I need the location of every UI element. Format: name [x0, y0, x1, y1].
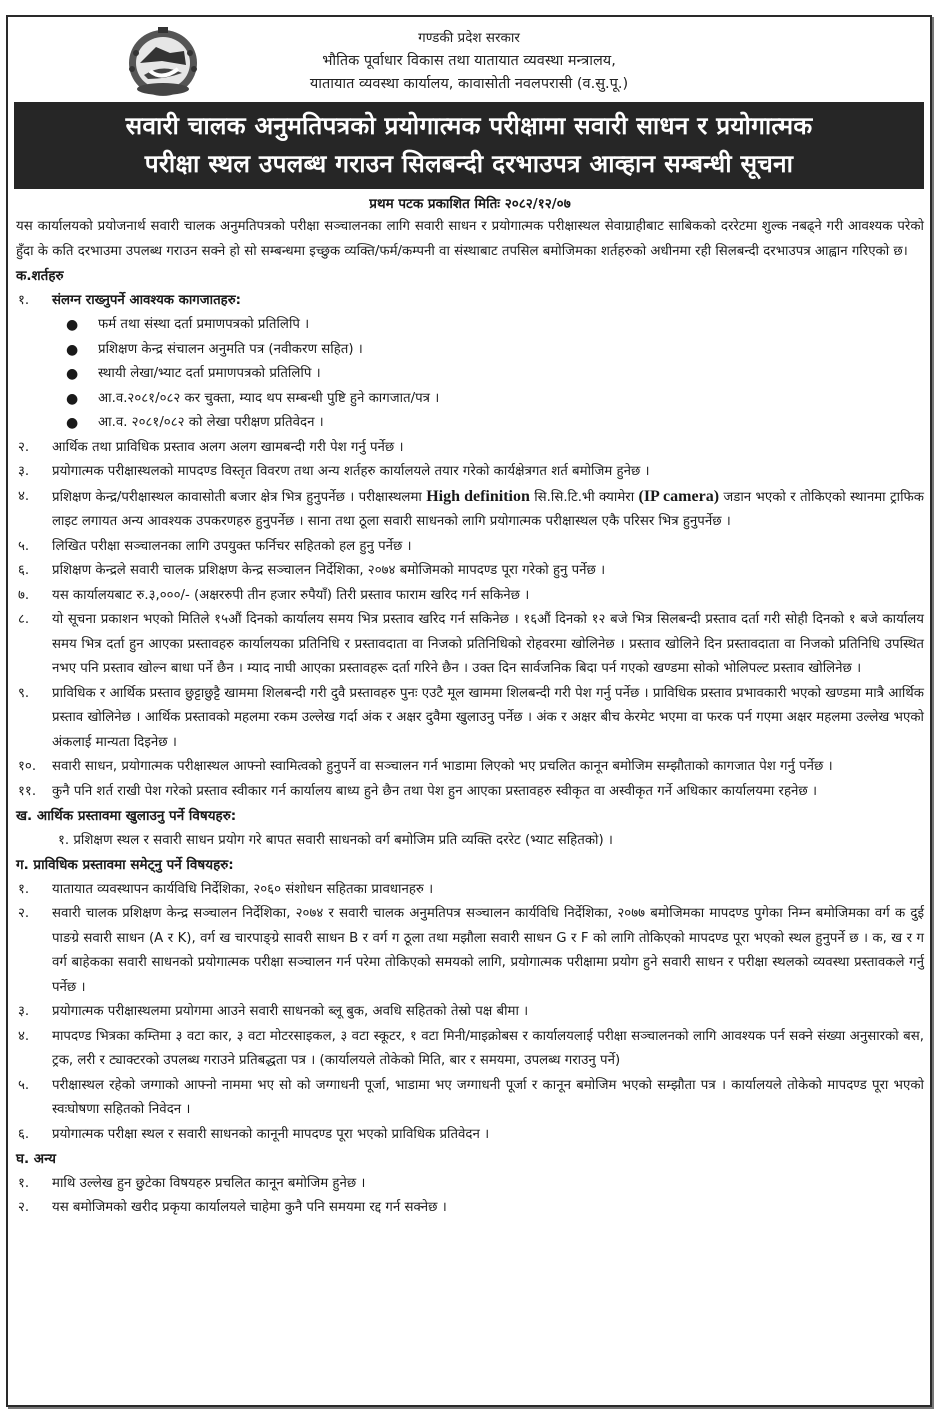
bullet-item	[16, 411, 924, 436]
list-item	[16, 485, 924, 535]
item-number: ५.	[18, 1077, 30, 1093]
item-text: लिखित परीक्षा सञ्चालनका लागि उपयुक्त फर्निचर सहितको हल हुनु पर्नेछ ।	[52, 538, 412, 554]
item-text: संलग्न राख्नुपर्ने आवश्यक कागजातहरु:	[52, 292, 241, 308]
bullet-item	[16, 313, 924, 338]
list-item	[16, 535, 924, 560]
bullet-text: आ.व. २०८१/०८२ को लेखा परीक्षण प्रतिवेदन ।	[98, 415, 324, 430]
notice-frame	[6, 15, 932, 1407]
list-item	[16, 460, 924, 485]
notice-title-banner	[14, 102, 924, 189]
list-item	[16, 878, 924, 903]
item-number: ९.	[18, 685, 30, 701]
item-number: १.	[18, 881, 30, 897]
item-number: ६.	[18, 563, 30, 578]
notice-title-line-2: परीक्षा स्थल उपलब्ध गराउन सिलबन्दी दरभाउपत्र आव्हान सम्बन्धी सूचना	[144, 149, 794, 178]
list-item	[16, 289, 924, 314]
item-text: प्रयोगात्मक परीक्षास्थलको मापदण्ड विस्तृत विवरण तथा अन्य शर्तहरु कार्यालयले तयार गरेको कार्यक्षेत्रगत शर्त बमोजिम हुनेछ ।	[52, 464, 650, 479]
item-number: ६.	[18, 1126, 30, 1142]
notice-header	[8, 17, 930, 102]
item-number: २.	[18, 906, 30, 921]
item-text: यस बमोजिमको खरीद प्रकृया कार्यालयले चाहेमा कुनै पनि समयमा रद्द गर्न सक्नेछ ।	[52, 1200, 447, 1215]
item-text: यो सूचना प्रकाशन भएको मितिले १५औं दिनको कार्यालय समय भित्र प्रस्ताव खरिद गर्न सकिनेछ । १६औं दिनको १२ बजे भित्र सिलबन्दी प्रस्ताव दर्ता गरी सोही दिनको १ बजे कार्यालय समय भित्र दर्ता हुन आएका प्रस्तावहरु कार्यालयका प्रतिनिधि र प्रस्तावदाता वा निजको प्रतिनिधिको रोहवरमा खोलिनेछ । प्रस्ताव खोलिने दिन प्रस्तावदाता वा निजको प्रतिनिधि उपस्थित नभए पनि प्रस्ताव खोल्न बाधा पर्ने छैन । म्याद नाघी आएका प्रस्तावहरू दर्ता गरिने छैन । उक्त दिन सार्वजनिक बिदा पर्न गएको खण्डमा सोको भोलिपल्ट प्रस्ताव खोलिनेछ ।	[52, 612, 924, 676]
section-kha-title: ख. आर्थिक प्रस्तावमा खुलाउनु पर्ने विषयहरु:	[16, 808, 237, 824]
item-text: परीक्षास्थल रहेको जग्गाको आफ्नो नाममा भए सो को जग्गाधनी पूर्जा, भाडामा भए जग्गाधनी पूर्जा र कानून बमोजिम भएको सम्झौता पत्र । कार्यालयले तोकेको मापदण्ड पूरा भएको स्वःघोषणा सहितको निवेदन ।	[52, 1077, 925, 1117]
section-gha-title: घ. अन्य	[16, 1151, 56, 1167]
item-text: माथि उल्लेख हुन छुटेका विषयहरु प्रचलित कानून बमोजिम हुनेछ ।	[52, 1175, 366, 1191]
list-item	[16, 1123, 924, 1148]
office-name: यातायात व्यवस्था कार्यालय, कावासोती नवलपरासी (व.सु.पू.)	[309, 76, 629, 92]
item-text: प्रशिक्षण केन्द्रले सवारी चालक प्रशिक्षण केन्द्र सञ्चालन निर्देशिका, २०७४ बमोजिमको मापदण्ड पूरा गरेको हुनु पर्नेछ ।	[52, 563, 606, 578]
item-text: प्राविधिक र आर्थिक प्रस्ताव छुट्टाछुट्टै खाममा शिलबन्दी गरी दुवै प्रस्तावहरु पुनः एउटै मूल खाममा शिलबन्दी गरी पेश गर्नु पर्नेछ । प्राविधिक प्रस्ताव प्रभावकारी भएको खण्डमा मात्रै आर्थिक प्रस्ताव खोलिनेछ । आर्थिक प्रस्तावको महलमा रकम उल्लेख गर्दा अंक र अक्षर दुवैमा खुलाउनु पर्नेछ । अंक र अक्षर बीच केरमेट भएमा वा फरक पर्न गएमा अक्षर महलमा उल्लेख भएको अंकलाई मान्यता दिइनेछ ।	[52, 685, 924, 750]
item-text: यातायात व्यवस्थापन कार्यविधि निर्देशिका, २०६० संशोधन सहितका प्रावधानहरु ।	[52, 881, 434, 897]
ministry-name: भौतिक पूर्वाधार विकास तथा यातायात व्यवस्था मन्त्रालय,	[322, 53, 616, 69]
list-item	[16, 436, 924, 461]
bullet-icon: ●	[66, 366, 79, 382]
bullet-item	[16, 338, 924, 363]
item-text-part: जडान भएको र तोकिएको स्थानमा ट्राफिक लाइट लगायत अन्य आवश्यक उपकरणहरु हुनुपर्नेछ । साना तथा ठूला सवारी साधनको लागि प्रयोगात्मक परीक्षास्थल एकै परिसर भित्र हुनुपर्नेछ ।	[52, 489, 925, 529]
bullet-icon: ●	[66, 415, 79, 431]
bullet-icon: ●	[66, 341, 79, 358]
list-item	[16, 902, 924, 1000]
item-text: आर्थिक तथा प्राविधिक प्रस्ताव अलग अलग खामबन्दी गरी पेश गर्नु पर्नेछ ।	[52, 439, 404, 455]
intro-paragraph: यस कार्यालयको प्रयोजनार्थ सवारी चालक अनुमतिपत्रको परीक्षा सञ्चालनका लागि सवारी साधन र प्रयोगात्मक परीक्षास्थल सेवाग्राहीबाट साबिकको दररेटमा शुल्क नबढ्ने गरी आवश्यक परेको हुँदा के कति दरभाउमा उपलब्ध गराउन सक्ने हो सो सम्बन्धमा इच्छुक व्यक्ति/फर्म/कम्पनी वा संस्थाबाट तपसिल बमोजिमका शर्तहरुको अधीनमा रही सिलबन्दी दरभाउपत्र आह्वान गरिएको छ।	[16, 219, 924, 259]
publication-date: प्रथम पटक प्रकाशित मितिः २०८२/१२/०७	[369, 196, 571, 212]
item-text: सवारी चालक प्रशिक्षण केन्द्र सञ्चालन निर्देशिका, २०७४ र सवारी चालक अनुमतिपत्र सञ्चालन कार्यविधि निर्देशिका, २०७७ बमोजिमका मापदण्ड पुगेका निम्न बमोजिमका वर्ग क दुई पाङग्रे सवारी साधन (A र K), वर्ग ख चारपाङ्ग्रे सावरी साधन B र वर्ग ग ठूला तथा मझौला सवारी साधन G र F को लागि तोकिएको मापदण्ड पूरा भएको स्थल हुनुपर्ने छ । क, ख र ग वर्ग बाहेकका सवारी साधनको प्रयोगात्मक परीक्षा सञ्चालन गर्न परेमा तोकिएको समयको लागि, प्रयोगात्मक परीक्षामा प्रयोग हुने सवारी साधन र परीक्षा स्थलको व्यवस्था प्रस्तावकले गर्नु पर्नेछ ।	[52, 906, 924, 995]
notice-body	[8, 193, 930, 1221]
item-number: १.	[18, 292, 30, 308]
high-definition-text: High definition	[426, 487, 530, 505]
notice-title-line-1: सवारी चालक अनुमतिपत्रको प्रयोगात्मक परीक्षामा सवारी साधन र प्रयोगात्मक	[125, 111, 813, 140]
item-number: ५.	[18, 538, 30, 554]
item-number: १.	[18, 1175, 30, 1191]
item-text: कुनै पनि शर्त राखी पेश गरेको प्रस्ताव स्वीकार गर्न कार्यालय बाध्य हुने छैन तथा पेश हुन आएका प्रस्तावहरु स्वीकृत वा अस्वीकृत गर्ने अधिकार कार्यालयमा रहनेछ ।	[52, 783, 818, 799]
government-name: गण्डकी प्रदेश सरकार	[418, 30, 520, 46]
item-number: २.	[18, 1200, 30, 1215]
item-text: सवारी साधन, प्रयोगात्मक परीक्षास्थल आफ्नो स्वामित्वको हुनुपर्ने वा सञ्चालन गर्न भाडामा लिएको भए प्रचलित कानून बमोजिम सम्झौताको कागजात पेश गर्नु पर्नेछ ।	[52, 759, 833, 774]
item-text-part: सि.सि.टि.भी क्यामेरा	[529, 489, 639, 505]
bullet-text: फर्म तथा संस्था दर्ता प्रमाणपत्रको प्रतिलिपि ।	[98, 317, 310, 332]
list-item	[16, 1074, 924, 1123]
ip-camera-text: (IP camera)	[638, 487, 720, 505]
item-text: यस कार्यालयबाट रु.३,०००/- (अक्षररुपी तीन हजार रुपैयाँ) तिरी प्रस्ताव फाराम खरिद गर्न सकिनेछ ।	[52, 587, 530, 603]
section-ka-title: क.शर्तहरु	[16, 268, 64, 284]
list-item	[16, 755, 924, 780]
item-number: ४.	[18, 488, 30, 504]
item-text: मापदण्ड भित्रका कम्तिमा ३ वटा कार, ३ वटा मोटरसाइकल, ३ वटा स्कूटर, १ वटा मिनी/माइक्रोबस र कार्यालयलाई परीक्षा सञ्चालनको लागि आवश्यक पर्न सक्ने संख्या अनुसारको बस, ट्रक, लरी र ट्याक्टरको उपलब्ध गराउने प्रतिबद्धता पत्र । (कार्यालयले तोकेको मिति, बार र समयमा, उपलब्ध गराउनु पर्ने)	[52, 1028, 924, 1068]
list-item	[16, 584, 924, 609]
list-item: १. प्रशिक्षण स्थल र सवारी साधन प्रयोग गरे बापत सवारी साधनको वर्ग बमोजिम प्रति व्यक्ति दररेट (भ्याट सहितको) ।	[58, 832, 613, 848]
list-item	[16, 1000, 924, 1025]
item-text: प्रयोगात्मक परीक्षास्थलमा प्रयोगमा आउने सवारी साधनको ब्लू बुक, अवधि सहितको तेस्रो पक्ष बीमा ।	[52, 1004, 529, 1019]
bullet-icon: ●	[66, 317, 79, 333]
item-text: प्रयोगात्मक परीक्षा स्थल र सवारी साधनको कानूनी मापदण्ड पूरा भएको प्राविधिक प्रतिवेदन ।	[52, 1126, 490, 1142]
list-item	[16, 1196, 924, 1221]
item-number: ८.	[18, 612, 30, 627]
list-item	[16, 1025, 924, 1074]
list-item	[16, 1172, 924, 1197]
item-number: २.	[18, 439, 30, 455]
item-number: ७.	[18, 587, 30, 603]
item-number: ४.	[18, 1028, 30, 1044]
bullet-item	[16, 387, 924, 412]
item-text	[52, 485, 924, 535]
list-item	[16, 559, 924, 584]
list-item	[16, 608, 924, 682]
list-item	[16, 682, 924, 756]
bullet-text: आ.व.२०८१/०८२ कर चुक्ता, म्याद थप सम्बन्धी पुष्टि हुने कागजात/पत्र ।	[98, 390, 440, 406]
bullet-item	[16, 362, 924, 387]
item-text-part: प्रशिक्षण केन्द्र/परीक्षास्थल कावासोती बजार क्षेत्र भित्र हुनुपर्नेछ । परीक्षास्थलमा	[52, 489, 427, 505]
item-number: ३.	[18, 1004, 30, 1019]
section-ga-title: ग. प्राविधिक प्रस्तावमा समेट्नु पर्ने विषयहरु:	[16, 857, 234, 873]
bullet-text: स्थायी लेखा/भ्याट दर्ता प्रमाणपत्रको प्रतिलिपि ।	[98, 366, 321, 381]
bullet-icon: ●	[66, 390, 79, 407]
bullet-text: प्रशिक्षण केन्द्र संचालन अनुमति पत्र (नवीकरण सहित) ।	[98, 341, 363, 357]
item-number: ३.	[18, 464, 30, 479]
item-number: १०.	[18, 759, 37, 774]
item-number: ११.	[18, 783, 37, 799]
list-item	[16, 780, 924, 805]
